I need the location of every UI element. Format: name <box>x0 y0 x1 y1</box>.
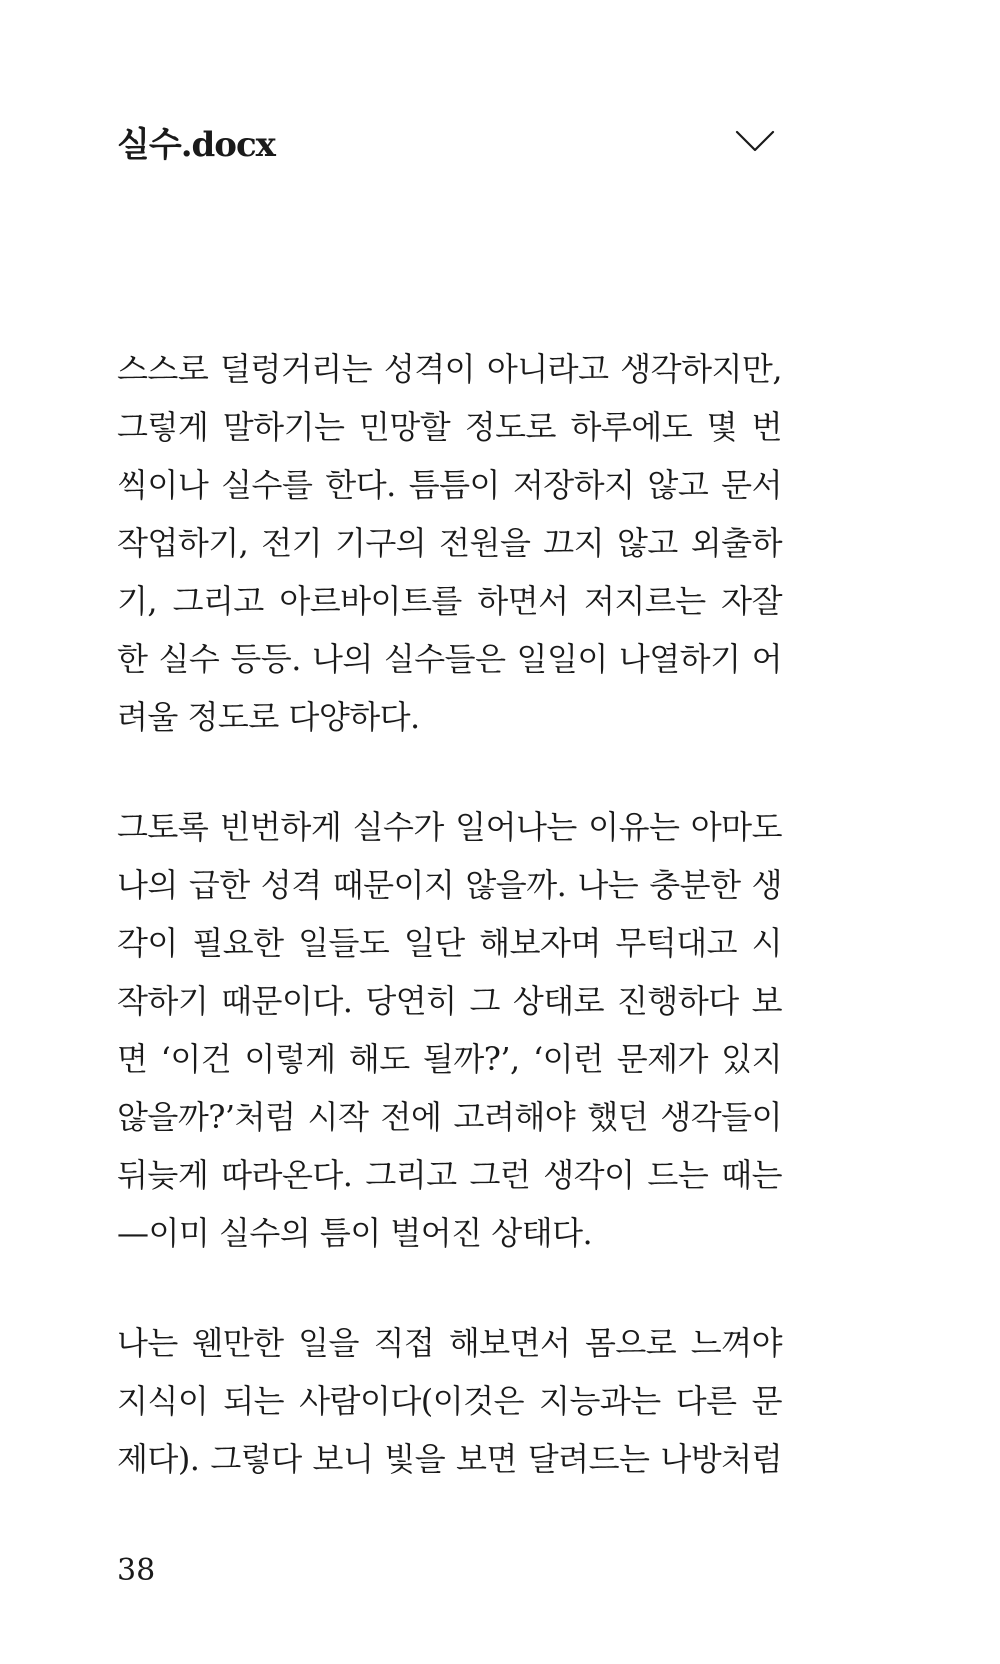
text-line: 나의 급한 성격 때문이지 않을까. 나는 충분한 생 <box>117 866 782 904</box>
page-number: 38 <box>117 1553 156 1588</box>
text-line: 씩이나 실수를 한다. 틈틈이 저장하지 않고 문서 <box>117 466 782 504</box>
text-line: 나는 웬만한 일을 직접 해보면서 몸으로 느껴야 <box>117 1324 782 1362</box>
text-line: 않을까?’처럼 시작 전에 고려해야 했던 생각들이 <box>117 1098 782 1136</box>
text-line: 한 실수 등등. 나의 실수들은 일일이 나열하기 어 <box>117 640 782 678</box>
paragraph-3 <box>117 1314 782 1488</box>
text-line: 각이 필요한 일들도 일단 해보자며 무턱대고 시 <box>117 924 782 962</box>
text-line: 그렇게 말하기는 민망할 정도로 하루에도 몇 번 <box>117 408 782 446</box>
document-body <box>117 340 782 1540</box>
paragraph-2 <box>117 798 782 1262</box>
text-line: 작업하기, 전기 기구의 전원을 끄지 않고 외출하 <box>117 524 782 562</box>
text-line: —이미 실수의 틈이 벌어진 상태다. <box>117 1214 593 1252</box>
document-title: 실수.docx <box>117 125 275 165</box>
text-line: 지식이 되는 사람이다(이것은 지능과는 다른 문 <box>117 1382 782 1420</box>
text-line: 그토록 빈번하게 실수가 일어나는 이유는 아마도 <box>117 808 782 846</box>
text-line: 스스로 덜렁거리는 성격이 아니라고 생각하지만, <box>117 350 782 388</box>
text-line: 제다). 그렇다 보니 빛을 보면 달려드는 나방처럼 <box>117 1440 782 1478</box>
paragraph-1 <box>117 340 782 746</box>
chevron-down-icon[interactable] <box>735 128 775 154</box>
text-line: 려울 정도로 다양하다. <box>117 698 420 736</box>
text-line: 작하기 때문이다. 당연히 그 상태로 진행하다 보 <box>117 982 782 1020</box>
text-line: 뒤늦게 따라온다. 그리고 그런 생각이 드는 때는 <box>117 1156 782 1194</box>
text-line: 기, 그리고 아르바이트를 하면서 저지르는 자잘 <box>117 582 782 620</box>
text-line: 면 ‘이건 이렇게 해도 될까?’, ‘이런 문제가 있지 <box>117 1040 782 1078</box>
